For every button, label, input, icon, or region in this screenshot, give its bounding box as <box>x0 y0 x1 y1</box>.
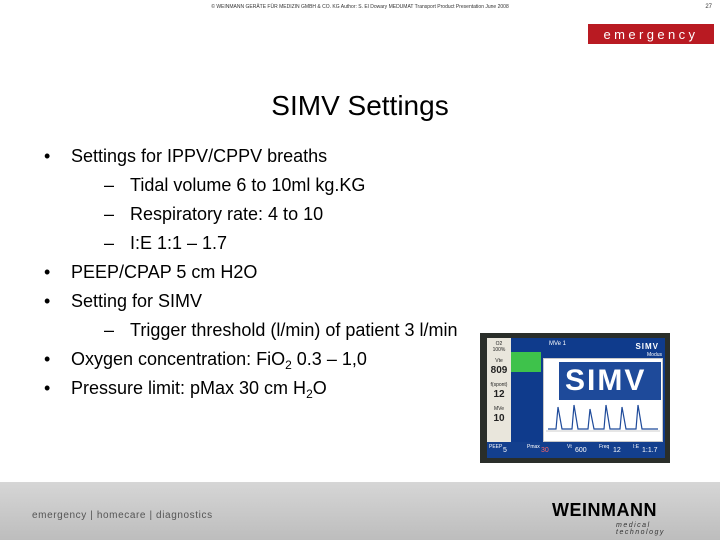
freq-label: f(spont) <box>490 382 508 388</box>
sub-bullet-text: Respiratory rate: 4 to 10 <box>130 204 324 224</box>
param-label: Pmax <box>527 444 540 450</box>
page-number: 27 <box>705 4 712 10</box>
left-values-panel <box>487 338 511 458</box>
sub-bullet-item <box>44 200 484 229</box>
o2-label: O2 <box>495 341 503 347</box>
param-value: 600 <box>575 447 587 454</box>
text-part: Pressure limit: pMax 30 cm H <box>71 378 307 398</box>
bullet-marker: • <box>44 349 51 369</box>
bullet-item <box>44 287 484 316</box>
bullet-item <box>44 374 484 403</box>
bullet-marker: • <box>44 378 51 398</box>
bullet-text <box>71 345 367 374</box>
freq-value: 12 <box>493 389 505 400</box>
dash-marker: – <box>104 204 115 224</box>
param-label: Vt <box>567 444 572 450</box>
bullet-item <box>44 345 484 374</box>
bullet-marker: • <box>44 262 51 282</box>
param-label: PEEP <box>489 444 503 450</box>
bullet-text: Setting for SIMV <box>71 291 203 311</box>
mode-label-small: SIMV <box>635 342 659 351</box>
logo-subtitle: medical technology <box>616 522 665 536</box>
ventilator-display <box>487 338 665 458</box>
bullet-text: PEEP/CPAP 5 cm H2O <box>71 262 258 282</box>
footer-tagline: emergency | homecare | diagnostics <box>32 510 213 521</box>
vte-value: 809 <box>490 365 508 376</box>
bullet-item <box>44 258 484 287</box>
copyright-line: © WEINMANN GERÄTE FÜR MEDIZIN GMBH & CO. KG Author: S. El Dowary MEDUMAT Transport Product Presentation June 2008 <box>211 4 509 10</box>
sub-bullet-item <box>44 171 484 200</box>
bullet-marker: • <box>44 291 51 311</box>
dash-marker: – <box>104 320 115 340</box>
o2-value: 100% <box>492 347 506 353</box>
bullet-text <box>71 374 327 403</box>
emergency-badge: emergency <box>588 24 714 44</box>
mode-label-large: SIMV <box>565 364 647 397</box>
param-value: 12 <box>613 447 621 454</box>
subscript: 2 <box>285 358 292 372</box>
weinmann-logo <box>548 494 698 536</box>
pressure-waveform <box>548 405 658 429</box>
text-part: 0.3 – 1,0 <box>291 349 367 369</box>
param-label: Freq <box>599 444 610 450</box>
dash-marker: – <box>104 175 115 195</box>
mv-value: 10 <box>493 413 505 424</box>
slide-title: SIMV Settings <box>271 90 449 121</box>
sub-bullet-text: I:E 1:1 – 1.7 <box>130 233 228 253</box>
dash-marker: – <box>104 233 115 253</box>
logo-wordmark: WEINMANN <box>552 500 657 520</box>
ventilator-screen-photo <box>480 333 670 463</box>
bullet-list <box>44 142 484 403</box>
param-value: 30 <box>541 447 549 454</box>
sub-bullet-item <box>44 316 484 345</box>
mv-label: MVe <box>493 406 504 412</box>
bullet-marker: • <box>44 146 51 166</box>
sub-bullet-text: Tidal volume 6 to 10ml kg.KG <box>130 175 366 195</box>
bullet-item <box>44 142 484 171</box>
sub-bullet-text: Trigger threshold (l/min) of patient 3 l/min <box>130 320 458 340</box>
trace-indicator <box>511 352 541 372</box>
text-part: O <box>312 378 327 398</box>
modus-label: Modus <box>647 352 663 358</box>
sub-bullet-item <box>44 229 484 258</box>
subscript: 2 <box>306 387 313 401</box>
bullet-text: Settings for IPPV/CPPV breaths <box>71 146 328 166</box>
footer-bar <box>0 482 720 540</box>
panel-title: MVe 1 <box>549 341 567 347</box>
param-value: 5 <box>503 447 507 454</box>
param-label: I:E <box>633 444 640 450</box>
param-value: 1:1.7 <box>642 447 658 454</box>
vte-label: Vte <box>495 358 503 364</box>
text-part: Oxygen concentration: FiO <box>71 349 286 369</box>
